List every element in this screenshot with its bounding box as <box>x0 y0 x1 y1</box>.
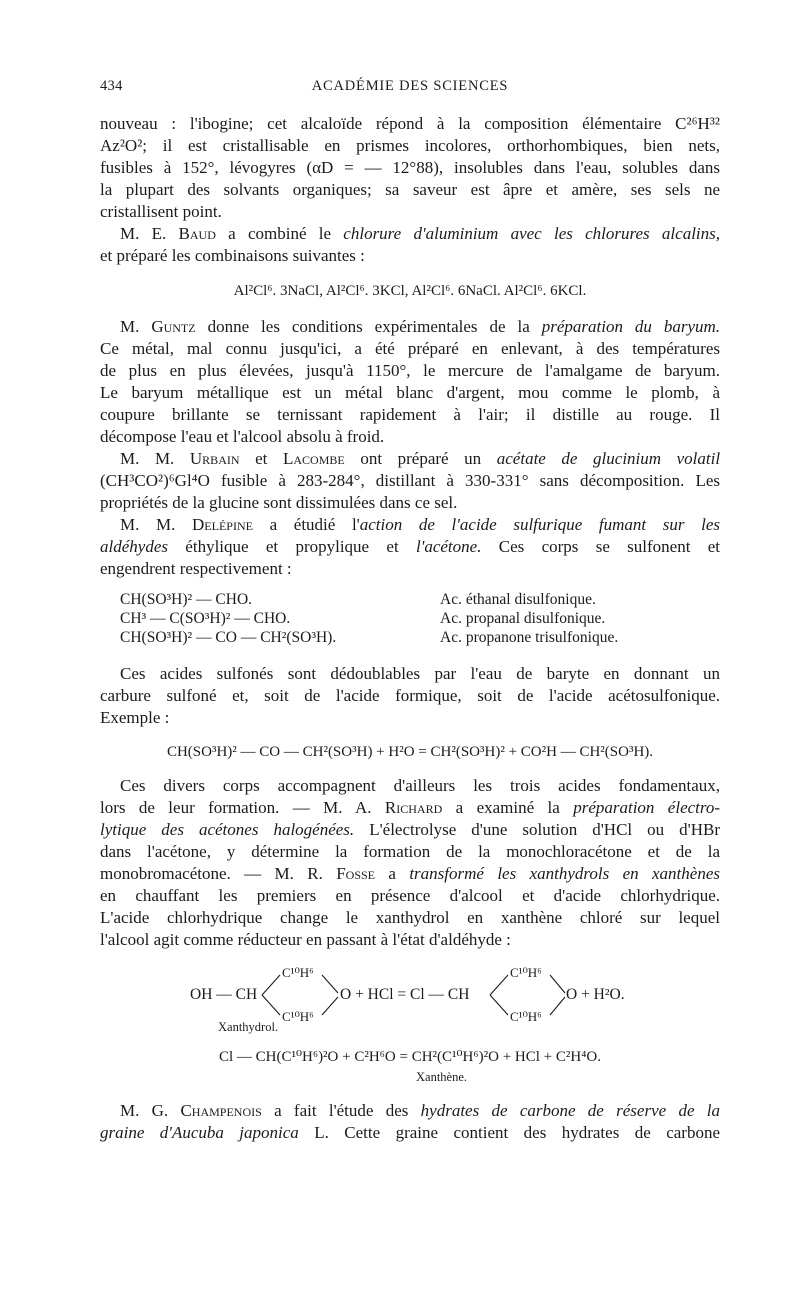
text-line: M. E. Baud a combiné le chlorure d'aluminium avec les chlorures alcalins, <box>120 224 721 243</box>
table-row-formula: CH(SO³H)² — CO — CH²(SO³H). <box>120 629 337 646</box>
article-title: action de l'acide sulfurique fumant sur les <box>359 515 721 534</box>
text-line: de plus en plus élevées, jusqu'à 1150°, le mercure de l'amalgame de baryum. <box>100 361 720 380</box>
text-line: monobromacétone. — M. R. Fosse a transformé les xanthydrols en xanthènes <box>100 864 720 883</box>
author-name: Guntz <box>151 317 196 336</box>
text-line: en chauffant les premiers en présence d'alcool et d'acide chlorhydrique. <box>100 886 720 905</box>
text-line: Le baryum métallique est un métal blanc d'argent, mou comme le plomb, à <box>100 383 720 402</box>
text-line: Ces acides sulfonés sont dédoublables par l'eau de baryte en donnant un <box>120 664 720 683</box>
author-name: Urbain <box>189 449 240 468</box>
author-name: Champenois <box>180 1101 262 1120</box>
text-line: nouveau : l'ibogine; cet alcaloïde répond à la composition élémentaire C²⁶H³² <box>100 114 720 133</box>
text-line: coupure brillante se ternissant rapidement à l'air; il distille au rouge. Il <box>100 405 720 424</box>
text-line: L'acide chlorhydrique change le xanthydrol en xanthène chloré sur lequel <box>100 908 720 927</box>
text-line: l'alcool agit comme réducteur en passant à l'état d'aldéhyde : <box>100 930 511 949</box>
text-line: M. M. Urbain et Lacombe ont préparé un acétate de glucinium volatil <box>120 449 721 468</box>
table-row-name: Ac. propanal disulfonique. <box>440 610 606 627</box>
running-title: ACADÉMIE DES SCIENCES <box>311 78 509 94</box>
text-line: graine d'Aucuba japonica L. Cette graine contient des hydrates de carbone <box>100 1123 721 1142</box>
text-line: Ces divers corps accompagnent d'ailleurs les trois acides fondamentaux, <box>120 776 720 795</box>
compound-label: Xanthène. <box>416 1070 468 1084</box>
article-title: transformé les xanthydrols en xanthènes <box>409 864 720 883</box>
author-name: Fosse <box>336 864 376 883</box>
document-page: 434 ACADÉMIE DES SCIENCES nouveau : l'ibogine; cet alcaloïde répond à la composition élémentaire C²⁶H³² Az²O²; il est cristallisable en prismes incolores, orthorhombiques, bien nets, fusibles à 152°, lévogyres (αD = — 12°88), insolubles dans l'eau, solubles dans la plupart des solvants organiques; sa saveur est âpre et amère, ses sels ne cristallisent point. M. E. Baud a combiné le chlorure d'aluminium avec les chlorures alcalins, et préparé les combinaisons suivantes : Al²Cl⁶. 3NaCl, Al²Cl⁶. 3KCl, Al²Cl⁶. 6NaCl. Al²Cl⁶. 6KCl. M. Guntz donne les conditions expérimentales de la préparation du baryum. Ce métal, mal connu jusqu'ici, a été préparé en enlevant, à des températures de plus en plus élevées, jusqu'à 1150°, le mercure de l'amalgame de baryum. Le baryum métallique est un métal blanc d'argent, mou comme le plomb, à coupure brillante se ternissant rapidement à l'air; il distille au rouge. Il décompose l'eau et l'alcool absolu à froid. M. M. Urbain et Lacombe ont préparé un acétate de glucinium volatil (CH³CO²)⁶Gl⁴O fusible à 283-284°, distillant à 330-331° sans décomposition. Les propriétés de la glucine sont dissimulées dans ce sel. M. M. Delépine a étudié l'action de l'acide sulfurique fumant sur les aldéhydes éthylique et propylique et l'acétone. Ces corps se sulfonent et engendrent respectivement : CH(SO³H)² — CHO. Ac. éthanal disulfonique. CH³ — C(SO³H)² — CHO. Ac. propanal disulfonique. CH(SO³H)² — CO — CH²(SO³H). Ac. propanone trisulfonique. Ces acides sulfonés sont dédoublables par l'eau de baryte en donnant un carbure sulfoné et, soit de l'acide formique, soit de l'acide acétosulfonique. Exemple : CH(SO³H)² — CO — CH²(SO³H) + H²O = CH²(SO³H)² + CO²H — CH²(SO³H). Ces divers corps accompagnent d'ailleurs les trois acides fondamentaux, lors de leur formation. — M. A. Richard a examiné la préparation électro- lytique des acétones halogénées. L'électrolyse d'une solution d'HCl ou d'HBr dans l'acétone, y détermine la formation de la monochloracétone et de la monobromacétone. — M. R. Fosse a transformé les xanthydrols en xanthènes en chauffant les premiers en présence d'alcool et d'acide chlorhydrique. L'acide chlorhydrique change le xanthydrol en xanthène chloré sur lequel l'alcool agit comme réducteur en passant à l'état d'aldéhyde : OH — CH C¹⁰H⁶ C¹⁰H⁶ O + HCl = Cl — CH C¹⁰H⁶ C¹⁰H⁶ O + H²O. Xanthydrol. Cl — CH(C¹⁰H⁶)²O + C²H⁶O = CH²(C¹⁰H⁶)²O + HCl + C²H⁴O. Xanthène. M. G. Champenois a fait l'étude des hydrates de carbone de réserve de la graine d'Aucuba japonica L. Cette graine contient des hydrates de carbone <box>0 0 800 1313</box>
text-line: lytique des acétones halogénées. L'électrolyse d'une solution d'HCl ou d'HBr <box>100 820 721 839</box>
text-line: Ce métal, mal connu jusqu'ici, a été préparé en enlevant, à des températures <box>100 339 720 358</box>
author-name: Lacombe <box>283 449 345 468</box>
article-title: préparation du baryum. <box>541 317 721 336</box>
text-line: engendrent respectivement : <box>100 559 292 578</box>
author-name: Baud <box>178 224 216 243</box>
text-line: décompose l'eau et l'alcool absolu à froid. <box>100 427 385 446</box>
table-row-formula: CH(SO³H)² — CHO. <box>120 591 253 608</box>
text-line: fusibles à 152°, lévogyres (αD = — 12°88), insolubles dans l'eau, solubles dans <box>100 158 720 177</box>
article-title: acétate de glucinium volatil <box>496 449 721 468</box>
article-title: hydrates de carbone de réserve de la <box>420 1101 720 1120</box>
text-line: dans l'acétone, y détermine la formation de la monochloracétone et de la <box>100 842 720 861</box>
text-line: M. M. Delépine a étudié l'action de l'acide sulfurique fumant sur les <box>120 515 721 534</box>
text-line: M. Guntz donne les conditions expérimentales de la préparation du baryum. <box>120 317 721 336</box>
page-number: 434 <box>100 78 123 94</box>
text-line: propriétés de la glucine sont dissimulées dans ce sel. <box>100 493 458 512</box>
text-line: Exemple : <box>100 708 170 727</box>
table-row-name: Ac. éthanal disulfonique. <box>440 591 596 608</box>
text-line: aldéhydes éthylique et propylique et l'acétone. Ces corps se sulfonent et <box>100 537 721 556</box>
article-title: préparation électro- <box>573 798 721 817</box>
text-line: carbure sulfoné et, soit de l'acide formique, soit de l'acide acétosulfonique. <box>100 686 720 705</box>
text-line: et préparé les combinaisons suivantes : <box>100 246 365 265</box>
text-line: Az²O²; il est cristallisable en prismes incolores, orthorhombiques, bien nets, <box>100 136 720 155</box>
article-title: chlorure d'aluminium avec les chlorures alcalins, <box>343 224 721 243</box>
table-row-formula: CH³ — C(SO³H)² — CHO. <box>120 610 291 627</box>
table-row-name: Ac. propanone trisulfonique. <box>440 629 619 646</box>
text-line: (CH³CO²)⁶Gl⁴O fusible à 283-284°, distillant à 330-331° sans décomposition. Les <box>100 471 720 490</box>
author-name: Richard <box>384 798 443 817</box>
text-line: la plupart des solvants organiques; sa saveur est âpre et amère, ses sels ne <box>100 180 720 199</box>
text-line: cristallisent point. <box>100 202 222 221</box>
formula-line: Al²Cl⁶. 3NaCl, Al²Cl⁶. 3KCl, Al²Cl⁶. 6NaCl. Al²Cl⁶. 6KCl. <box>233 283 587 299</box>
text-line: M. G. Champenois a fait l'étude des hydrates de carbone de réserve de la <box>120 1101 720 1120</box>
text-line: lors de leur formation. — M. A. Richard a examiné la préparation électro- <box>100 798 721 817</box>
compound-label: Xanthydrol. <box>218 1020 279 1034</box>
equation: Cl — CH(C¹⁰H⁶)²O + C²H⁶O = CH²(C¹⁰H⁶)²O + HCl + C²H⁴O. <box>218 1049 602 1065</box>
equation: CH(SO³H)² — CO — CH²(SO³H) + H²O = CH²(SO³H)² + CO²H — CH²(SO³H). <box>166 744 654 760</box>
author-name: Delépine <box>192 515 253 534</box>
